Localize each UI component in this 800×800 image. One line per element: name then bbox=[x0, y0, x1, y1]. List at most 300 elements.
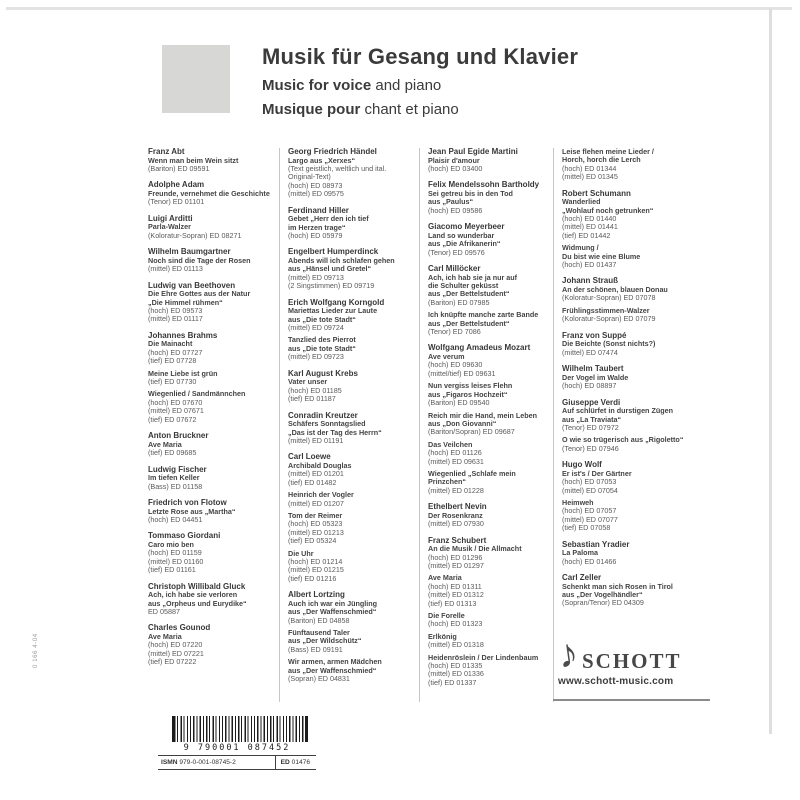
edition-line: (Bariton) ED 07985 bbox=[428, 297, 490, 307]
work bbox=[148, 190, 279, 207]
edition-line: (hoch) ED 05979 bbox=[288, 231, 343, 241]
work bbox=[148, 441, 279, 458]
edition-line: (tief) ED 07728 bbox=[148, 356, 197, 366]
edition-line: (tief) ED 05324 bbox=[288, 536, 337, 546]
work bbox=[428, 274, 553, 308]
work-title-line: aus „Die tote Stadt“ bbox=[288, 343, 356, 353]
composer-name: Sebastian Yradier bbox=[562, 539, 630, 549]
work bbox=[148, 474, 279, 491]
work-title-line: Noch sind die Tage der Rosen bbox=[148, 255, 251, 265]
work bbox=[562, 470, 710, 495]
work-title-line: Ave Maria bbox=[148, 631, 182, 641]
edition-line: ED 05887 bbox=[148, 606, 180, 616]
work bbox=[428, 545, 553, 570]
work-title-line: Ave Maria bbox=[148, 439, 182, 449]
work bbox=[288, 336, 419, 361]
work bbox=[562, 307, 710, 324]
edition-line: (hoch) ED 01159 bbox=[148, 548, 202, 558]
catalog-entry bbox=[288, 453, 419, 583]
edition-line: (mittel) ED 01228 bbox=[428, 485, 484, 495]
edition-line: (mittel) ED 01312 bbox=[428, 590, 484, 600]
work bbox=[562, 286, 710, 303]
composer-name: Wilhelm Taubert bbox=[562, 364, 624, 374]
catalog-entry bbox=[428, 181, 553, 215]
edition-line: (hoch) ED 01311 bbox=[428, 581, 482, 591]
edition-line: (tief) ED 07730 bbox=[148, 377, 197, 387]
work-title-line: Ave verum bbox=[428, 352, 465, 362]
work bbox=[428, 574, 553, 608]
work bbox=[562, 407, 710, 432]
composer-name: Albert Lortzing bbox=[288, 590, 345, 600]
work bbox=[288, 420, 419, 445]
catalog-entry bbox=[148, 332, 279, 424]
work bbox=[288, 600, 419, 625]
edition-line: (tief) ED 07058 bbox=[562, 523, 611, 533]
catalog-entry bbox=[148, 466, 279, 491]
work-title-line: Horch, horch die Lerch bbox=[562, 155, 641, 165]
schott-logo-row bbox=[555, 630, 710, 678]
work bbox=[428, 441, 553, 466]
work bbox=[562, 244, 710, 269]
work bbox=[428, 232, 553, 257]
edition-line: (Tenor) ED 07972 bbox=[562, 422, 619, 432]
work-title-line: Leise flehen meine Lieder / bbox=[562, 147, 654, 156]
catalog-column-2 bbox=[279, 148, 419, 702]
work-title-line: Letzte Rose aus „Martha“ bbox=[148, 506, 236, 516]
edition-line: (hoch) ED 01185 bbox=[288, 385, 342, 395]
composer-name: Johann Strauß bbox=[562, 276, 619, 286]
edition-line: (Bariton/Sopran) ED 09687 bbox=[428, 427, 515, 437]
work bbox=[428, 412, 553, 437]
edition-line: (hoch) ED 07727 bbox=[148, 347, 203, 357]
composer-name: Carl Zeller bbox=[562, 572, 602, 582]
work-title-line: aus „Der Wildschütz“ bbox=[288, 636, 362, 646]
catalog-entry bbox=[562, 574, 710, 608]
print-code: 0 166 4-04 bbox=[33, 633, 39, 668]
catalog-entry bbox=[288, 207, 419, 241]
work-title-line: Caro mio ben bbox=[148, 539, 194, 549]
composer-name: Franz von Suppé bbox=[562, 330, 627, 340]
edition-line: (mittel) ED 09575 bbox=[288, 189, 344, 199]
edition-line: (Koloratur-Sopran) ED 07078 bbox=[562, 293, 656, 303]
work-title-line: aus „Orpheus und Eurydike“ bbox=[148, 598, 247, 608]
work-title-line: Schenkt man sich Rosen in Tirol bbox=[562, 581, 673, 591]
work bbox=[148, 633, 279, 667]
edition-line: (2 Singstimmen) ED 09719 bbox=[288, 281, 375, 291]
work-title-line: Wiegenlied „Schlafe mein Prinzchen“ bbox=[428, 468, 516, 487]
edition-line: Original-Text) bbox=[288, 172, 331, 182]
work bbox=[148, 257, 279, 274]
catalog-entry bbox=[148, 181, 279, 206]
work-title-line: Mariettas Lieder zur Laute bbox=[288, 306, 378, 316]
edition-line: (hoch) ED 09573 bbox=[148, 306, 203, 316]
work-title-line: Reich mir die Hand, mein Leben bbox=[428, 410, 538, 420]
edition-line: (mittel) ED 07221 bbox=[148, 648, 204, 658]
catalog-column-3 bbox=[419, 148, 553, 702]
work bbox=[288, 512, 419, 546]
composer-name: Ethelbert Nevin bbox=[428, 502, 487, 512]
edition-line: (Bariton) ED 09540 bbox=[428, 398, 490, 408]
work bbox=[148, 508, 279, 525]
edition-line: (hoch) ED 04451 bbox=[148, 514, 203, 524]
work-title-line: Auch ich war ein Jüngling bbox=[288, 598, 378, 608]
composer-name: Hugo Wolf bbox=[562, 460, 602, 470]
work-title-line: Tom der Reimer bbox=[288, 510, 343, 520]
edition-line: (Text geistlich, weltlich und ital. bbox=[288, 164, 387, 173]
page-edge-top bbox=[6, 7, 792, 10]
edition-line: (hoch) ED 09630 bbox=[428, 360, 483, 370]
edition-line: (Tenor) ED 01101 bbox=[148, 197, 205, 207]
edition-line: (mittel) ED 01201 bbox=[288, 469, 344, 479]
edition-line: (tief) ED 01187 bbox=[288, 394, 336, 404]
edition-line: (mittel) ED 07054 bbox=[562, 485, 618, 495]
edition-line: (mittel) ED 07671 bbox=[148, 406, 204, 416]
work-title-line: Wiegenlied / Sandmännchen bbox=[148, 389, 246, 399]
composer-name: Georg Friedrich Händel bbox=[288, 147, 377, 156]
ismn-cell: ISMN 979-0-001-08745-2 bbox=[161, 759, 236, 766]
catalog-entry bbox=[148, 148, 279, 173]
page-title-french: Musique pour chant et piano bbox=[262, 101, 459, 118]
work-title-line: aus „La Traviata“ bbox=[562, 414, 622, 424]
work-title-line: aus „Der Bettelstudent“ bbox=[428, 318, 510, 328]
work bbox=[428, 157, 553, 174]
title-block bbox=[262, 45, 578, 122]
catalog-entry bbox=[148, 282, 279, 324]
work bbox=[148, 591, 279, 616]
edition-line: (mittel) ED 01113 bbox=[148, 264, 203, 274]
composer-name: Karl August Krebs bbox=[288, 368, 358, 378]
edition-line: (mittel) ED 01117 bbox=[148, 314, 203, 324]
work-title-line: Erlkönig bbox=[428, 631, 457, 641]
work-title-line: aus „Der Bettelstudent“ bbox=[428, 289, 510, 299]
work-title-line: Er ist's / Der Gärtner bbox=[562, 468, 632, 478]
composer-name: Conradin Kreutzer bbox=[288, 410, 358, 420]
work-title-line: aus „Paulus“ bbox=[428, 197, 474, 207]
edition-line: (mittel) ED 01213 bbox=[288, 527, 344, 537]
edition-line: (mittel) ED 01191 bbox=[288, 435, 344, 445]
work-title-line: An der schönen, blauen Donau bbox=[562, 285, 668, 295]
publisher-url[interactable]: www.schott-music.com bbox=[558, 676, 674, 687]
work-title-line: Du bist wie eine Blume bbox=[562, 251, 641, 261]
composer-name: Ludwig van Beethoven bbox=[148, 280, 236, 290]
work bbox=[288, 629, 419, 654]
edition-line: (Sopran/Tenor) ED 04309 bbox=[562, 598, 644, 608]
header bbox=[162, 45, 578, 122]
work-title-line: aus „Der Waffenschmied“ bbox=[288, 607, 377, 617]
work bbox=[288, 378, 419, 403]
work bbox=[562, 549, 710, 566]
work bbox=[288, 157, 419, 199]
work-title-line: Wanderlied bbox=[562, 197, 601, 207]
edition-line: (Tenor) ED 07946 bbox=[562, 443, 619, 453]
catalog-entry bbox=[148, 248, 279, 273]
work-title-line: Heidenröslein / Der Lindenbaum bbox=[428, 652, 539, 662]
work bbox=[148, 340, 279, 365]
edition-line: (hoch) ED 01344 bbox=[562, 163, 617, 173]
work-title-line: Meine Liebe ist grün bbox=[148, 368, 218, 378]
catalog-entry bbox=[428, 344, 553, 495]
work bbox=[428, 353, 553, 378]
work-title-line: Die Forelle bbox=[428, 611, 465, 620]
work-title-line: „Das ist der Tag des Herrn“ bbox=[288, 427, 382, 437]
edition-line: (hoch) ED 07670 bbox=[148, 397, 203, 407]
work bbox=[428, 311, 553, 336]
composer-name: Ludwig Fischer bbox=[148, 464, 207, 474]
work bbox=[288, 257, 419, 291]
work-title-line: aus „Der Vogelhändler“ bbox=[562, 589, 643, 599]
work-title-line: Der Vogel im Walde bbox=[562, 372, 629, 382]
barcode-digits: 9 790001 087452 bbox=[183, 743, 291, 753]
catalog-entry bbox=[288, 370, 419, 404]
catalog-entry bbox=[288, 412, 419, 446]
work bbox=[288, 550, 419, 584]
catalog-entry bbox=[148, 624, 279, 666]
composer-name: Franz Abt bbox=[148, 147, 185, 156]
work bbox=[428, 470, 553, 495]
catalog-entry bbox=[148, 532, 279, 574]
edition-line: (Bariton) ED 04858 bbox=[288, 615, 350, 625]
work-title-line: Ach, ich hab sie ja nur auf bbox=[428, 272, 518, 282]
edition-line: (hoch) ED 07220 bbox=[148, 640, 203, 650]
composer-name: Christoph Willibald Gluck bbox=[148, 581, 246, 591]
edition-line: (mittel) ED 07077 bbox=[562, 514, 618, 524]
work-title-line: „Die Himmel rühmen“ bbox=[148, 297, 223, 307]
edition-line: (hoch) ED 08897 bbox=[562, 381, 617, 391]
edition-line: (tief) ED 01313 bbox=[428, 598, 477, 608]
barcode bbox=[158, 714, 316, 770]
page-title-english: Music for voice and piano bbox=[262, 77, 442, 94]
work bbox=[562, 499, 710, 533]
work bbox=[562, 374, 710, 391]
edition-line: (mittel/tief) ED 09631 bbox=[428, 368, 496, 378]
edition-line: (mittel) ED 01215 bbox=[288, 565, 344, 575]
composer-name: Giacomo Meyerbeer bbox=[428, 222, 505, 232]
work-title-line: O wie so trügerisch aus „Rigoletto“ bbox=[562, 435, 684, 445]
edition-line: (tief) ED 07672 bbox=[148, 414, 197, 424]
work-title-line: Heimweh bbox=[562, 497, 594, 507]
work bbox=[148, 390, 279, 424]
composer-name: Wolfgang Amadeus Mozart bbox=[428, 343, 531, 353]
edition-line: (mittel) ED 01336 bbox=[428, 669, 484, 679]
work bbox=[288, 658, 419, 683]
edition-line: (Tenor) ED 09576 bbox=[428, 247, 485, 257]
page-edge-right bbox=[769, 8, 772, 734]
ismn-row bbox=[158, 755, 316, 770]
edition-line: (hoch) ED 05323 bbox=[288, 519, 343, 529]
catalog-entry bbox=[562, 332, 710, 357]
work-title-line: Frühlingsstimmen-Walzer bbox=[562, 305, 650, 315]
edition-line: (hoch) ED 07053 bbox=[562, 477, 617, 487]
edition-line: (Sopran) ED 04831 bbox=[288, 674, 350, 684]
catalog-entry bbox=[288, 248, 419, 290]
work-title-line: La Paloma bbox=[562, 548, 598, 558]
work-title-line: Largo aus „Xerxes“ bbox=[288, 155, 356, 165]
work-title-line: aus „Die Afrikanerin“ bbox=[428, 239, 501, 249]
catalog-column-1 bbox=[148, 148, 279, 702]
catalog-entry bbox=[562, 190, 710, 270]
work-title-line: Ave Maria bbox=[428, 573, 462, 583]
catalog-entry bbox=[562, 541, 710, 566]
work-title-line: Abends will ich schlafen gehen bbox=[288, 256, 395, 266]
catalog-entry bbox=[288, 591, 419, 683]
work-title-line: An die Musik / Die Allmacht bbox=[428, 544, 522, 554]
work-title-line: aus „Hänsel und Gretel“ bbox=[288, 264, 372, 274]
catalog-entry bbox=[288, 299, 419, 362]
work bbox=[428, 382, 553, 407]
edition-line: (hoch) ED 03400 bbox=[428, 164, 483, 173]
work-title-line: aus „Don Giovanni“ bbox=[428, 418, 497, 428]
work-title-line: Auf schlürfet in durstigen Zügen bbox=[562, 406, 674, 416]
edition-line: (tief) ED 09685 bbox=[148, 448, 197, 458]
work-title-line: Widmung / bbox=[562, 243, 599, 253]
edition-line: (tief) ED 07222 bbox=[148, 657, 197, 667]
catalog-entry bbox=[148, 499, 279, 524]
edition-line: (hoch) ED 08973 bbox=[288, 180, 343, 190]
work-title-line: Die Ehre Gottes aus der Natur bbox=[148, 289, 251, 299]
work-title-line: Archibald Douglas bbox=[288, 460, 352, 470]
work bbox=[562, 583, 710, 608]
work bbox=[148, 290, 279, 324]
work bbox=[562, 340, 710, 357]
work-title-line: Freunde, vernehmet die Geschichte bbox=[148, 189, 270, 198]
composer-name: Johannes Brahms bbox=[148, 330, 218, 340]
composer-name: Luigi Arditti bbox=[148, 213, 193, 223]
work-title-line: „Wohlauf noch getrunken“ bbox=[562, 205, 654, 215]
edition-number-cell: ED 01476 bbox=[275, 756, 316, 769]
work-title-line: Nun vergiss leises Flehn bbox=[428, 381, 513, 391]
barcode-bars bbox=[172, 716, 308, 742]
catalog-entry bbox=[428, 503, 553, 528]
work-title-line: Ich knüpfte manche zarte Bande bbox=[428, 310, 539, 320]
composer-name: Carl Millöcker bbox=[428, 264, 481, 274]
edition-line: (hoch) ED 01323 bbox=[428, 619, 483, 629]
work-title-line: Das Veilchen bbox=[428, 439, 473, 449]
composer-name: Felix Mendelssohn Bartholdy bbox=[428, 180, 540, 190]
edition-line: (mittel) ED 01318 bbox=[428, 640, 484, 650]
composer-name: Giuseppe Verdi bbox=[562, 397, 621, 407]
catalog-entry bbox=[428, 223, 553, 257]
edition-line: (tief) ED 01442 bbox=[562, 230, 611, 240]
edition-line: (mittel) ED 01345 bbox=[562, 172, 618, 182]
work-title-line: Tanzlied des Pierrot bbox=[288, 335, 356, 345]
catalog-entry bbox=[562, 148, 710, 182]
work-title-line: aus „Die tote Stadt“ bbox=[288, 314, 356, 324]
work bbox=[562, 436, 710, 453]
work-title-line: Vater unser bbox=[288, 377, 328, 387]
catalog-entry bbox=[148, 583, 279, 617]
edition-line: (mittel) ED 01441 bbox=[562, 222, 618, 232]
composer-name: Friedrich von Flotow bbox=[148, 497, 227, 507]
edition-line: (hoch) ED 01214 bbox=[288, 556, 343, 566]
work-title-line: Heinrich der Vogler bbox=[288, 490, 354, 500]
work bbox=[288, 215, 419, 240]
edition-line: (Bass) ED 09191 bbox=[288, 644, 343, 654]
edition-line: (Koloratur-Sopran) ED 07079 bbox=[562, 314, 656, 324]
edition-line: (tief) ED 01161 bbox=[148, 565, 196, 575]
footer-rule bbox=[553, 699, 710, 701]
work bbox=[428, 190, 553, 215]
work-title-line: Die Uhr bbox=[288, 548, 314, 558]
edition-line: (Tenor) ED 7086 bbox=[428, 327, 481, 337]
work-title-line: Ach, ich habe sie verloren bbox=[148, 590, 238, 600]
work-title-line: im Herzen trage“ bbox=[288, 222, 346, 232]
work-title-line: Gebet „Herr den ich tief bbox=[288, 214, 369, 224]
composer-name: Anton Bruckner bbox=[148, 431, 209, 441]
composer-name: Ferdinand Hiller bbox=[288, 205, 349, 215]
work-title-line: Die Mainacht bbox=[148, 339, 193, 349]
work-title-line: Der Rosenkranz bbox=[428, 510, 483, 520]
work bbox=[288, 462, 419, 487]
catalog-entry bbox=[428, 148, 553, 173]
work-title-line: aus „Figaros Hochzeit“ bbox=[428, 389, 508, 399]
edition-line: (hoch) ED 01126 bbox=[428, 448, 482, 458]
composer-name: Erich Wolfgang Korngold bbox=[288, 297, 385, 307]
page-title: Musik für Gesang und Klavier bbox=[262, 44, 579, 69]
work-title-line: Sei getreu bis in den Tod bbox=[428, 189, 513, 198]
edition-line: (mittel) ED 01207 bbox=[288, 498, 344, 508]
work bbox=[428, 512, 553, 529]
work-title-line: Schäfers Sonntagslied bbox=[288, 419, 366, 429]
work-title-line: Plaisir d'amour bbox=[428, 155, 480, 165]
edition-line: (hoch) ED 01466 bbox=[562, 556, 617, 566]
work bbox=[148, 541, 279, 575]
edition-line: (mittel) ED 07930 bbox=[428, 519, 484, 529]
composer-name: Adolphe Adam bbox=[148, 180, 205, 190]
schott-logo bbox=[555, 630, 710, 687]
catalog-entry bbox=[428, 265, 553, 336]
catalog-entry bbox=[148, 215, 279, 240]
work bbox=[148, 370, 279, 387]
work-title-line: Land so wunderbar bbox=[428, 230, 495, 240]
edition-line: (hoch) ED 01296 bbox=[428, 552, 483, 562]
work bbox=[428, 612, 553, 629]
edition-line: (hoch) ED 01440 bbox=[562, 214, 617, 224]
edition-line: (mittel) ED 09713 bbox=[288, 272, 344, 282]
edition-line: (mittel) ED 09631 bbox=[428, 456, 484, 466]
catalog-columns bbox=[148, 148, 710, 702]
work bbox=[428, 633, 553, 650]
edition-line: (hoch) ED 01335 bbox=[428, 661, 483, 671]
work-title-line: Die Beichte (Sonst nichts?) bbox=[562, 339, 656, 349]
composer-name: Carl Loewe bbox=[288, 452, 331, 462]
work-title-line: Parla-Walzer bbox=[148, 222, 191, 232]
catalog-entry bbox=[562, 277, 710, 323]
work bbox=[288, 491, 419, 508]
catalog-entry bbox=[562, 461, 710, 532]
composer-name: Wilhelm Baumgartner bbox=[148, 247, 231, 257]
composer-name: Jean Paul Egide Martini bbox=[428, 147, 518, 156]
work bbox=[148, 157, 279, 174]
edition-line: (mittel) ED 01297 bbox=[428, 560, 484, 570]
catalog-entry bbox=[148, 432, 279, 457]
edition-line: (hoch) ED 01437 bbox=[562, 260, 617, 270]
composer-name: Franz Schubert bbox=[428, 535, 487, 545]
edition-line: (hoch) ED 07057 bbox=[562, 506, 617, 516]
edition-line: (mittel) ED 07474 bbox=[562, 347, 618, 357]
edition-line: (tief) ED 01216 bbox=[288, 573, 337, 583]
composer-name: Charles Gounod bbox=[148, 623, 211, 633]
music-note-icon: ♪ bbox=[555, 630, 581, 678]
catalog-entry bbox=[288, 148, 419, 199]
work-title-line: Wir armen, armen Mädchen bbox=[288, 657, 382, 667]
work bbox=[288, 307, 419, 332]
edition-line: (tief) ED 01482 bbox=[288, 477, 337, 487]
edition-line: (Koloratur-Sopran) ED 08271 bbox=[148, 230, 242, 240]
work bbox=[562, 198, 710, 240]
work-title-line: Fünftausend Taler bbox=[288, 628, 350, 637]
composer-name: Tommaso Giordani bbox=[148, 531, 221, 541]
work-title-line: Im tiefen Keller bbox=[148, 473, 200, 483]
